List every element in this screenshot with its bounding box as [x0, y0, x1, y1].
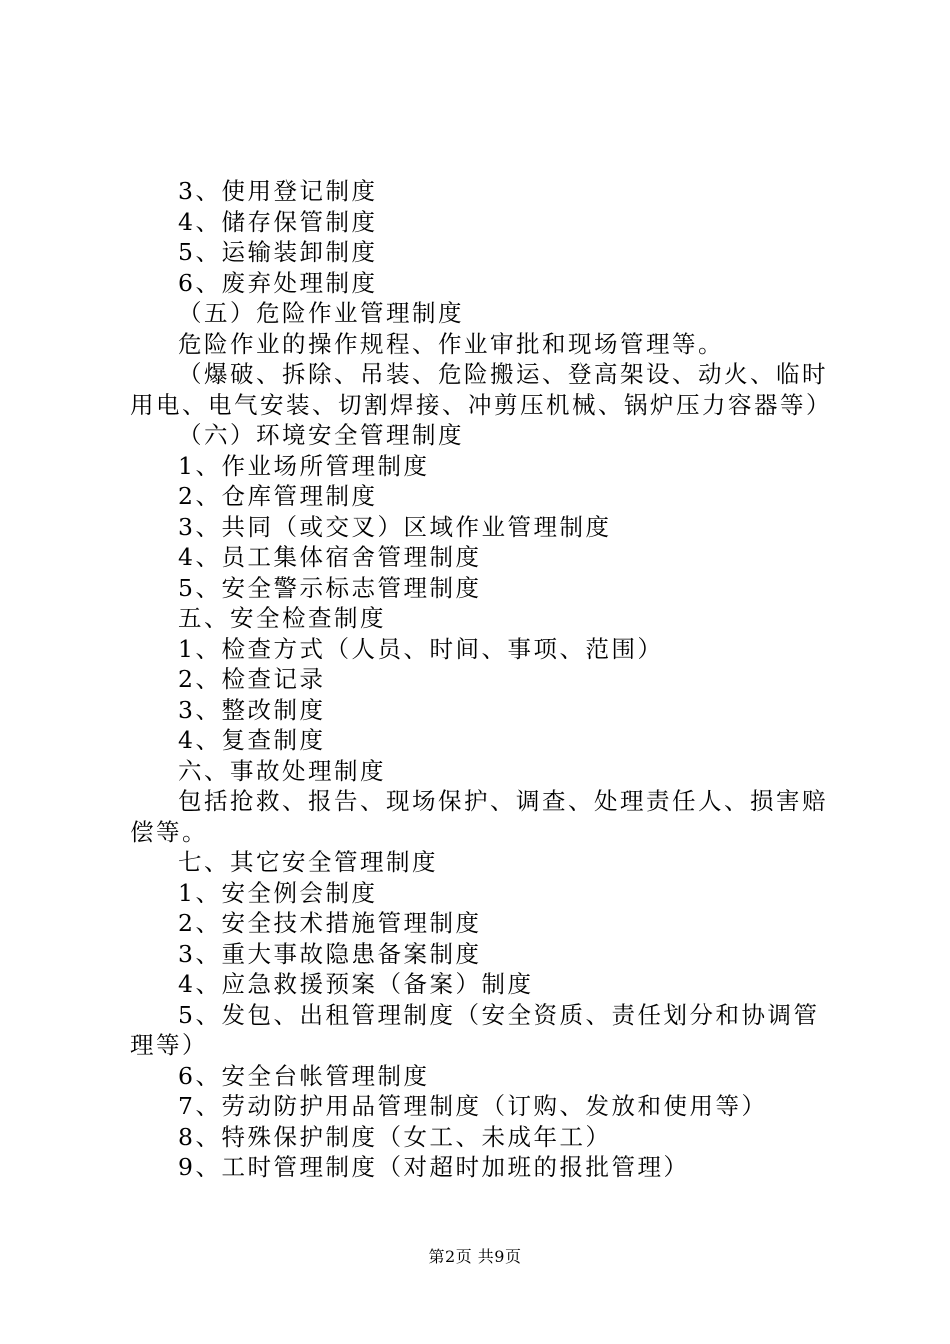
paragraph-line: 3、重大事故隐患备案制度: [178, 939, 482, 968]
paragraph-line: 4、员工集体宿舍管理制度: [178, 543, 482, 571]
paragraph-line: 1、作业场所管理制度: [178, 451, 430, 480]
paragraph-line: 4、复查制度: [178, 726, 326, 754]
paragraph-line: 7、劳动防护用品管理制度（订购、发放和使用等）: [178, 1092, 768, 1120]
paragraph-line: 5、发包、出租管理制度（安全资质、责任划分和协调管理等）: [130, 1000, 820, 1059]
section-heading: 六、事故处理制度: [178, 756, 386, 785]
paragraph-line: 1、检查方式（人员、时间、事项、范围）: [178, 634, 664, 663]
section-heading: （五）危险作业管理制度: [178, 299, 464, 327]
paragraph-line: 包括抢救、报告、现场保护、调查、处理责任人、损害赔偿等。: [130, 787, 828, 846]
paragraph-line: 3、整改制度: [178, 695, 326, 724]
paragraph-line: 9、工时管理制度（对超时加班的报批管理）: [178, 1153, 690, 1181]
paragraph-line: 3、使用登记制度: [178, 177, 378, 205]
page-number-footer: 第2页 共9页: [428, 1247, 522, 1266]
paragraph-line: 4、储存保管制度: [178, 207, 378, 236]
paragraph-line: 2、安全技术措施管理制度: [178, 909, 482, 937]
paragraph-line: （爆破、拆除、吊装、危险搬运、登高架设、动火、临时用电、电气安装、切割焊接、冲剪压机械、锅炉压力容器等）: [130, 360, 832, 419]
section-heading: （六）环境安全管理制度: [178, 421, 464, 449]
paragraph-line: 5、运输装卸制度: [178, 238, 378, 266]
paragraph-line: 6、废弃处理制度: [178, 268, 378, 297]
paragraph-line: 6、安全台帐管理制度: [178, 1061, 430, 1090]
document-body: [130, 176, 830, 1183]
paragraph-line: 3、共同（或交叉）区域作业管理制度: [178, 512, 612, 541]
paragraph-line: 4、应急救援预案（备案）制度: [178, 970, 534, 998]
paragraph-line: 危险作业的操作规程、作业审批和现场管理等。: [178, 329, 724, 358]
section-heading: 七、其它安全管理制度: [178, 848, 438, 876]
paragraph-line: 8、特殊保护制度（女工、未成年工）: [178, 1122, 612, 1151]
paragraph-line: 1、安全例会制度: [178, 878, 378, 907]
section-heading: 五、安全检查制度: [178, 604, 386, 632]
paragraph-line: 2、仓库管理制度: [178, 482, 378, 510]
paragraph-line: 2、检查记录: [178, 665, 326, 693]
paragraph-line: 5、安全警示标志管理制度: [178, 573, 482, 602]
